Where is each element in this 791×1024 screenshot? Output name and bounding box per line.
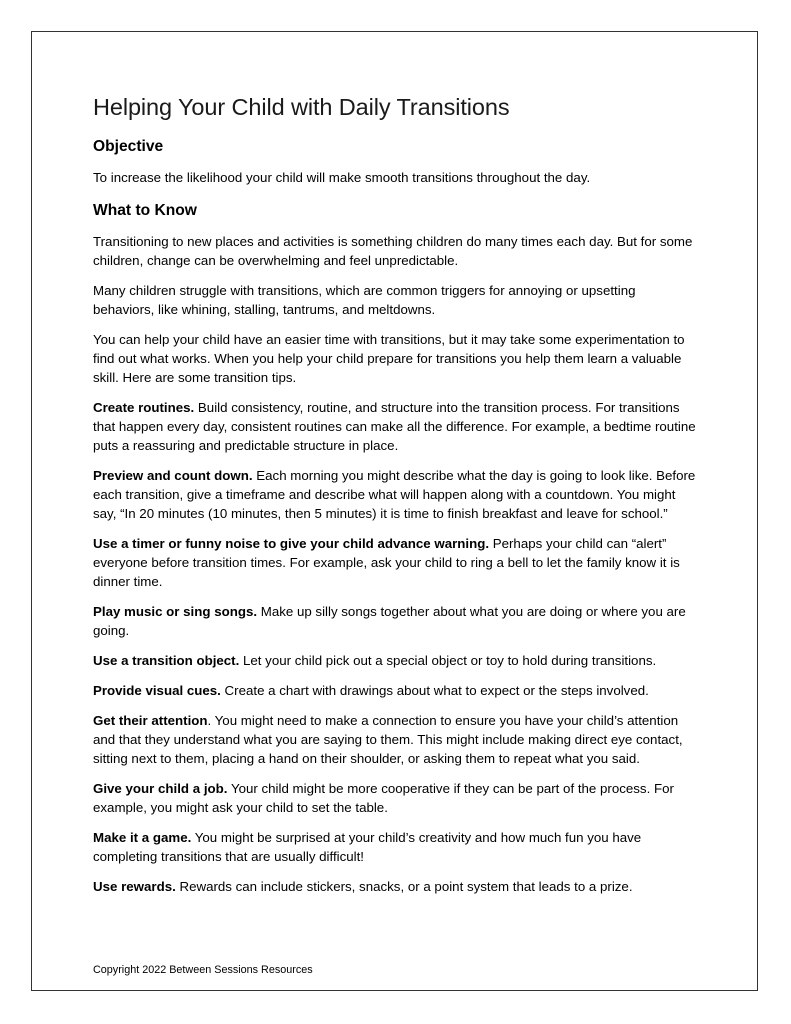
- tip-title: Preview and count down.: [93, 468, 253, 483]
- intro-paragraph: You can help your child have an easier time with transitions, but it may take some experimentation to find out what works. When you help your child prepare for transitions you help them learn a valuable skill. Here are some transition tips.: [93, 332, 685, 385]
- document-body: [93, 92, 699, 907]
- tip-paragraph: [93, 828, 699, 866]
- tip-paragraph: [93, 779, 699, 817]
- tip-text: Rewards can include stickers, snacks, or a point system that leads to a prize.: [175, 879, 633, 894]
- tip-paragraph: [93, 398, 699, 455]
- tip-paragraph: [93, 877, 699, 896]
- tip-text: Create a chart with drawings about what to expect or the steps involved.: [220, 683, 649, 698]
- tip-title: Make it a game.: [93, 830, 192, 845]
- what-to-know-heading: What to Know: [93, 202, 197, 219]
- tip-title: Play music or sing songs.: [93, 604, 258, 619]
- tip-paragraph: [93, 534, 699, 591]
- tip-text: Perhaps your child can “alert” everyone before transition times. For example, ask your child to ring a bell to let the family know it is dinner time.: [93, 536, 680, 589]
- tip-text: Build consistency, routine, and structure into the transition process. For transitions that happen every day, consistent routines can make all the difference. For example, a bedtime routine puts a reassuring and predictable structure in place.: [93, 400, 696, 453]
- tip-text: . You might need to make a connection to ensure you have your child’s attention and that they understand what you are saying to them. This might include making direct eye contact, sitting next to them, placing a hand on their shoulder, or asking them to repeat what you said.: [93, 713, 683, 766]
- tip-text: Make up silly songs together about what you are doing or where you are going.: [93, 604, 686, 638]
- tip-paragraph: [93, 651, 699, 670]
- tip-paragraph: [93, 466, 699, 523]
- tip-paragraph: [93, 602, 699, 640]
- tip-title: Provide visual cues.: [93, 683, 221, 698]
- tip-text: Your child might be more cooperative if they can be part of the process. For example, you might ask your child to set the table.: [93, 781, 674, 815]
- document-title: Helping Your Child with Daily Transitions: [93, 94, 510, 120]
- tip-title: Use rewards.: [93, 879, 176, 894]
- tip-text: Each morning you might describe what the day is going to look like. Before each transition, give a timeframe and describe what will happen along with a countdown. You might say, “In 20 minutes (10 minutes, then 5 minutes) it is time to finish breakfast and leave for school.”: [93, 468, 696, 521]
- tip-title: Use a transition object.: [93, 653, 240, 668]
- tip-title: Give your child a job.: [93, 781, 228, 796]
- intro-paragraph: Transitioning to new places and activities is something children do many times each day. But for some children, change can be overwhelming and feel unpredictable.: [93, 234, 693, 268]
- tip-text: You might be surprised at your child’s creativity and how much fun you have completing transitions that are usually difficult!: [93, 830, 642, 864]
- intro-paragraph: Many children struggle with transitions, which are common triggers for annoying or upsetting behaviors, like whining, stalling, tantrums, and meltdowns.: [93, 283, 636, 317]
- objective-heading: Objective: [93, 138, 164, 155]
- objective-text: To increase the likelihood your child will make smooth transitions throughout the day.: [93, 170, 591, 185]
- tip-title: Create routines.: [93, 400, 195, 415]
- tip-text: Let your child pick out a special object or toy to hold during transitions.: [239, 653, 657, 668]
- tip-title: Use a timer or funny noise to give your child advance warning.: [93, 536, 490, 551]
- copyright-footer: Copyright 2022 Between Sessions Resources: [93, 964, 313, 976]
- tip-paragraph: [93, 711, 699, 768]
- tip-title: Get their attention: [93, 713, 208, 728]
- tip-paragraph: [93, 681, 699, 700]
